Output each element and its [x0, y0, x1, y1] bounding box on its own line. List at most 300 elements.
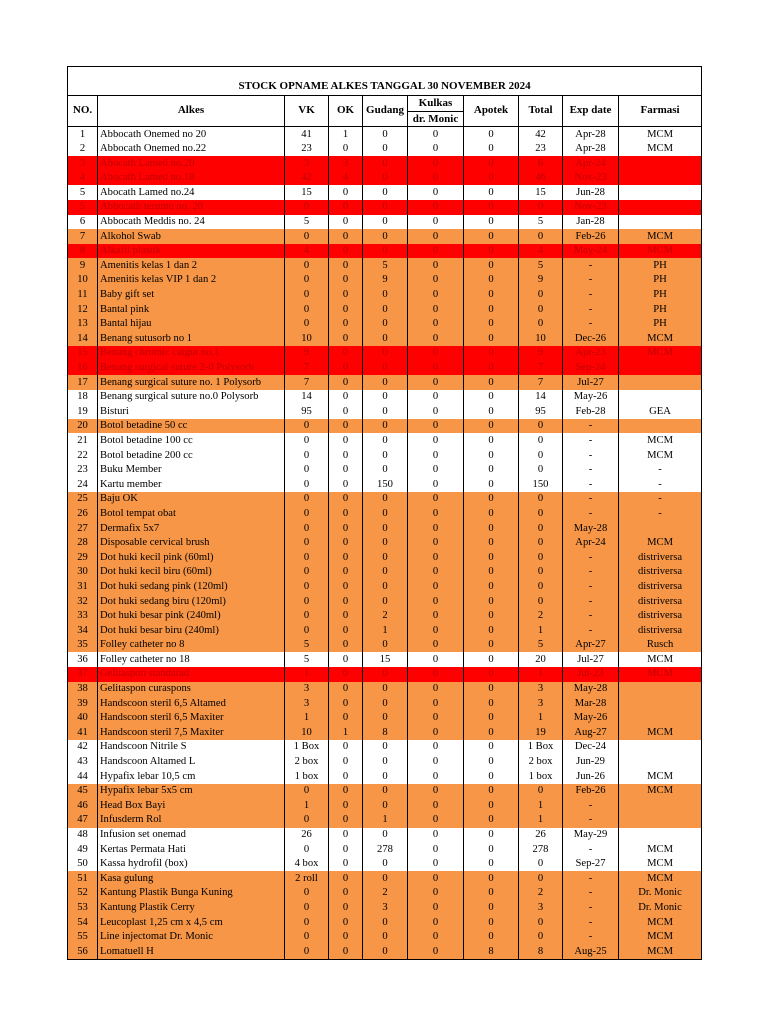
cell-kulkas: 0: [408, 331, 464, 346]
cell-exp-date: -: [563, 886, 619, 901]
cell-kulkas: 0: [408, 915, 464, 930]
cell-no: 44: [68, 769, 98, 784]
cell-alkes: Abbocath Onemed no 20: [98, 127, 285, 142]
cell-no: 32: [68, 594, 98, 609]
cell-exp-date: Apr-24: [563, 536, 619, 551]
cell-gudang: 0: [363, 594, 408, 609]
cell-total: 1: [519, 623, 563, 638]
cell-vk: 0: [285, 302, 329, 317]
cell-no: 42: [68, 740, 98, 755]
cell-farmasi: GEA: [619, 404, 702, 419]
cell-kulkas: 0: [408, 696, 464, 711]
cell-apotek: 0: [464, 536, 519, 551]
cell-kulkas: 0: [408, 565, 464, 580]
cell-apotek: 0: [464, 900, 519, 915]
cell-gudang: 0: [363, 171, 408, 186]
cell-alkes: Botol betadine 100 cc: [98, 433, 285, 448]
cell-apotek: 0: [464, 740, 519, 755]
cell-no: 15: [68, 346, 98, 361]
cell-total: 1: [519, 711, 563, 726]
cell-gudang: 2: [363, 886, 408, 901]
cell-apotek: 0: [464, 769, 519, 784]
cell-vk: 0: [285, 463, 329, 478]
cell-total: 19: [519, 725, 563, 740]
cell-total: 5: [519, 258, 563, 273]
cell-ok: 0: [329, 433, 363, 448]
cell-exp-date: Mar-28: [563, 696, 619, 711]
cell-gudang: 9: [363, 273, 408, 288]
cell-exp-date: Jul-27: [563, 375, 619, 390]
cell-alkes: Benang surgical suture no. 1 Polysorb: [98, 375, 285, 390]
cell-alkes: Amenitis kelas VIP 1 dan 2: [98, 273, 285, 288]
cell-farmasi: [619, 740, 702, 755]
cell-gudang: 0: [363, 404, 408, 419]
header-kulkas-sub: dr. Monic: [408, 112, 464, 127]
table-row: [68, 302, 702, 317]
cell-farmasi: MCM: [619, 448, 702, 463]
cell-apotek: 0: [464, 638, 519, 653]
cell-apotek: 0: [464, 886, 519, 901]
table-row: [68, 492, 702, 507]
cell-exp-date: Apr-28: [563, 127, 619, 142]
cell-no: 43: [68, 755, 98, 770]
cell-vk: 7: [285, 361, 329, 376]
cell-apotek: 0: [464, 156, 519, 171]
table-row: [68, 900, 702, 915]
cell-total: 0: [519, 317, 563, 332]
cell-exp-date: -: [563, 623, 619, 638]
cell-no: 5: [68, 200, 98, 215]
cell-exp-date: Apr-28: [563, 142, 619, 157]
cell-kulkas: 0: [408, 404, 464, 419]
cell-farmasi: MCM: [619, 229, 702, 244]
cell-exp-date: May-24: [563, 244, 619, 259]
cell-gudang: 0: [363, 185, 408, 200]
cell-apotek: 0: [464, 798, 519, 813]
header-farmasi: Farmasi: [619, 96, 702, 127]
cell-exp-date: Dec-24: [563, 740, 619, 755]
cell-farmasi: Dr. Monic: [619, 900, 702, 915]
cell-kulkas: 0: [408, 288, 464, 303]
cell-no: 50: [68, 857, 98, 872]
cell-alkes: Hypafix lebar 10,5 cm: [98, 769, 285, 784]
cell-total: 2: [519, 886, 563, 901]
cell-no: 53: [68, 900, 98, 915]
cell-apotek: 0: [464, 229, 519, 244]
cell-no: 1: [68, 127, 98, 142]
cell-total: 0: [519, 857, 563, 872]
cell-alkes: Gelitaspon curaspons: [98, 682, 285, 697]
cell-no: 55: [68, 930, 98, 945]
cell-farmasi: MCM: [619, 127, 702, 142]
cell-no: 29: [68, 550, 98, 565]
cell-farmasi: [619, 390, 702, 405]
cell-total: 9: [519, 273, 563, 288]
cell-gudang: 0: [363, 317, 408, 332]
cell-exp-date: -: [563, 798, 619, 813]
cell-farmasi: MCM: [619, 433, 702, 448]
cell-kulkas: 0: [408, 944, 464, 959]
cell-alkes: Abbocath terumo no. 20: [98, 200, 285, 215]
cell-total: 1: [519, 798, 563, 813]
table-row: [68, 798, 702, 813]
cell-apotek: 0: [464, 404, 519, 419]
cell-alkes: Bantal hijau: [98, 317, 285, 332]
cell-apotek: 0: [464, 667, 519, 682]
cell-gudang: 0: [363, 492, 408, 507]
cell-alkes: Kertas Permata Hati: [98, 842, 285, 857]
cell-vk: 0: [285, 594, 329, 609]
cell-vk: 5: [285, 638, 329, 653]
cell-no: 4: [68, 171, 98, 186]
cell-gudang: 0: [363, 302, 408, 317]
cell-total: 14: [519, 390, 563, 405]
cell-apotek: 0: [464, 302, 519, 317]
cell-no: 26: [68, 506, 98, 521]
cell-alkes: Botol betadine 50 cc: [98, 419, 285, 434]
cell-exp-date: -: [563, 915, 619, 930]
cell-gudang: 0: [363, 244, 408, 259]
cell-apotek: 0: [464, 258, 519, 273]
cell-kulkas: 0: [408, 667, 464, 682]
cell-exp-date: -: [563, 871, 619, 886]
cell-total: 0: [519, 302, 563, 317]
cell-exp-date: Sep-24: [563, 361, 619, 376]
cell-exp-date: -: [563, 448, 619, 463]
cell-farmasi: -: [619, 463, 702, 478]
cell-ok: 0: [329, 579, 363, 594]
cell-apotek: 0: [464, 506, 519, 521]
cell-kulkas: 0: [408, 317, 464, 332]
cell-vk: 0: [285, 273, 329, 288]
cell-no: 11: [68, 288, 98, 303]
cell-alkes: Dot huki sedang pink (120ml): [98, 579, 285, 594]
cell-total: 2: [519, 609, 563, 624]
cell-kulkas: 0: [408, 711, 464, 726]
cell-alkes: Benang chromic catgut no.1: [98, 346, 285, 361]
cell-kulkas: 0: [408, 725, 464, 740]
cell-no: 21: [68, 433, 98, 448]
cell-farmasi: [619, 755, 702, 770]
cell-total: 9: [519, 346, 563, 361]
cell-kulkas: 0: [408, 127, 464, 142]
cell-alkes: Line injectomat Dr. Monic: [98, 930, 285, 945]
cell-apotek: 0: [464, 200, 519, 215]
cell-gudang: 8: [363, 725, 408, 740]
cell-kulkas: 0: [408, 813, 464, 828]
cell-apotek: 0: [464, 550, 519, 565]
cell-no: 2: [68, 142, 98, 157]
cell-exp-date: -: [563, 550, 619, 565]
table-row: [68, 755, 702, 770]
cell-gudang: 0: [363, 857, 408, 872]
cell-ok: 0: [329, 331, 363, 346]
cell-no: 22: [68, 448, 98, 463]
cell-alkes: Alkafil plastik: [98, 244, 285, 259]
cell-gudang: 0: [363, 550, 408, 565]
table-row: [68, 579, 702, 594]
cell-vk: 0: [285, 623, 329, 638]
cell-gudang: 0: [363, 536, 408, 551]
cell-no: 14: [68, 331, 98, 346]
cell-exp-date: -: [563, 492, 619, 507]
cell-apotek: 0: [464, 317, 519, 332]
cell-gudang: 0: [363, 579, 408, 594]
cell-alkes: Dot huki sedang biru (120ml): [98, 594, 285, 609]
cell-alkes: Benang surgical suture 2-0 Polysorb: [98, 361, 285, 376]
cell-ok: 0: [329, 258, 363, 273]
cell-no: 49: [68, 842, 98, 857]
cell-farmasi: MCM: [619, 244, 702, 259]
cell-gudang: 0: [363, 390, 408, 405]
cell-total: 0: [519, 448, 563, 463]
table-row: [68, 433, 702, 448]
cell-ok: 0: [329, 565, 363, 580]
table-row: [68, 652, 702, 667]
cell-ok: 0: [329, 419, 363, 434]
cell-farmasi: [619, 185, 702, 200]
cell-apotek: 0: [464, 711, 519, 726]
cell-alkes: Abbocath Onemed no.22: [98, 142, 285, 157]
cell-gudang: 0: [363, 127, 408, 142]
cell-total: 0: [519, 200, 563, 215]
cell-total: 8: [519, 944, 563, 959]
cell-farmasi: MCM: [619, 652, 702, 667]
cell-apotek: 0: [464, 331, 519, 346]
cell-exp-date: -: [563, 433, 619, 448]
table-row: [68, 506, 702, 521]
cell-vk: 0: [285, 448, 329, 463]
cell-apotek: 0: [464, 375, 519, 390]
cell-apotek: 0: [464, 448, 519, 463]
cell-no: 45: [68, 784, 98, 799]
cell-farmasi: PH: [619, 288, 702, 303]
cell-no: 35: [68, 638, 98, 653]
cell-no: 25: [68, 492, 98, 507]
cell-vk: 0: [285, 609, 329, 624]
table-row: [68, 404, 702, 419]
cell-apotek: 0: [464, 477, 519, 492]
cell-no: 40: [68, 711, 98, 726]
cell-farmasi: [619, 798, 702, 813]
cell-apotek: 0: [464, 609, 519, 624]
cell-apotek: 0: [464, 871, 519, 886]
cell-kulkas: 0: [408, 623, 464, 638]
cell-total: 95: [519, 404, 563, 419]
cell-ok: 0: [329, 915, 363, 930]
cell-ok: 0: [329, 477, 363, 492]
cell-ok: 0: [329, 288, 363, 303]
cell-vk: 0: [285, 536, 329, 551]
table-row: [68, 448, 702, 463]
cell-alkes: Lomatuell H: [98, 944, 285, 959]
cell-total: 26: [519, 828, 563, 843]
cell-no: 41: [68, 725, 98, 740]
cell-exp-date: -: [563, 594, 619, 609]
cell-exp-date: Apr-23: [563, 346, 619, 361]
cell-vk: 4: [285, 244, 329, 259]
cell-farmasi: PH: [619, 273, 702, 288]
cell-ok: 0: [329, 492, 363, 507]
cell-apotek: 0: [464, 273, 519, 288]
cell-ok: 0: [329, 361, 363, 376]
cell-alkes: Benang surgical suture no.0 Polysorb: [98, 390, 285, 405]
cell-no: 6: [68, 215, 98, 230]
cell-gudang: 0: [363, 871, 408, 886]
header-exp-date: Exp date: [563, 96, 619, 127]
cell-total: 0: [519, 565, 563, 580]
cell-ok: 0: [329, 769, 363, 784]
cell-alkes: Folley catheter no 8: [98, 638, 285, 653]
cell-apotek: 0: [464, 361, 519, 376]
cell-no: 8: [68, 244, 98, 259]
table-row: [68, 769, 702, 784]
cell-kulkas: 0: [408, 156, 464, 171]
cell-exp-date: Jun-29: [563, 755, 619, 770]
cell-vk: 4 box: [285, 857, 329, 872]
cell-ok: 0: [329, 375, 363, 390]
cell-alkes: Handscoon Nitrile S: [98, 740, 285, 755]
cell-total: 0: [519, 288, 563, 303]
cell-no: 10: [68, 273, 98, 288]
cell-farmasi: MCM: [619, 784, 702, 799]
cell-total: 2 box: [519, 755, 563, 770]
cell-exp-date: -: [563, 273, 619, 288]
cell-gudang: 278: [363, 842, 408, 857]
cell-farmasi: PH: [619, 302, 702, 317]
cell-total: 15: [519, 185, 563, 200]
cell-ok: 3: [329, 156, 363, 171]
cell-exp-date: Jan-28: [563, 215, 619, 230]
cell-no: 28: [68, 536, 98, 551]
table-row: [68, 127, 702, 142]
cell-exp-date: -: [563, 813, 619, 828]
cell-alkes: Alkohol Swab: [98, 229, 285, 244]
cell-kulkas: 0: [408, 258, 464, 273]
cell-kulkas: 0: [408, 652, 464, 667]
cell-vk: 2 box: [285, 755, 329, 770]
cell-kulkas: 0: [408, 682, 464, 697]
cell-exp-date: -: [563, 609, 619, 624]
cell-farmasi: MCM: [619, 769, 702, 784]
cell-exp-date: -: [563, 900, 619, 915]
cell-alkes: Dot huki besar biru (240ml): [98, 623, 285, 638]
cell-ok: 0: [329, 346, 363, 361]
cell-kulkas: 0: [408, 857, 464, 872]
cell-total: 7: [519, 375, 563, 390]
cell-farmasi: [619, 200, 702, 215]
cell-kulkas: 0: [408, 579, 464, 594]
cell-apotek: 0: [464, 579, 519, 594]
cell-alkes: Baju OK: [98, 492, 285, 507]
cell-farmasi: [619, 711, 702, 726]
cell-no: 18: [68, 390, 98, 405]
cell-farmasi: distriversa: [619, 550, 702, 565]
cell-kulkas: 0: [408, 886, 464, 901]
cell-apotek: 0: [464, 521, 519, 536]
cell-gudang: 1: [363, 813, 408, 828]
cell-exp-date: Jun-28: [563, 185, 619, 200]
cell-farmasi: PH: [619, 258, 702, 273]
cell-total: 5: [519, 638, 563, 653]
cell-exp-date: Aug-27: [563, 725, 619, 740]
cell-kulkas: 0: [408, 536, 464, 551]
stock-opname-sheet: [67, 66, 701, 960]
cell-no: 54: [68, 915, 98, 930]
cell-farmasi: MCM: [619, 331, 702, 346]
cell-total: 0: [519, 784, 563, 799]
table-row: [68, 740, 702, 755]
cell-apotek: 0: [464, 725, 519, 740]
table-row: [68, 594, 702, 609]
cell-exp-date: Sep-27: [563, 857, 619, 872]
cell-no: 31: [68, 579, 98, 594]
cell-total: 0: [519, 463, 563, 478]
cell-farmasi: MCM: [619, 346, 702, 361]
cell-exp-date: Apr-24: [563, 156, 619, 171]
cell-farmasi: [619, 682, 702, 697]
cell-kulkas: 0: [408, 798, 464, 813]
cell-vk: 26: [285, 828, 329, 843]
cell-ok: 1: [329, 127, 363, 142]
cell-ok: 0: [329, 652, 363, 667]
cell-gudang: 15: [363, 652, 408, 667]
cell-exp-date: -: [563, 842, 619, 857]
cell-kulkas: 0: [408, 594, 464, 609]
cell-gudang: 0: [363, 506, 408, 521]
cell-no: 19: [68, 404, 98, 419]
cell-farmasi: MCM: [619, 536, 702, 551]
cell-kulkas: 0: [408, 375, 464, 390]
cell-gudang: 0: [363, 638, 408, 653]
cell-farmasi: [619, 156, 702, 171]
cell-gudang: 0: [363, 448, 408, 463]
cell-gudang: 3: [363, 900, 408, 915]
cell-alkes: Gelitaspon standarad: [98, 667, 285, 682]
cell-apotek: 8: [464, 944, 519, 959]
cell-no: 46: [68, 798, 98, 813]
table-row: [68, 828, 702, 843]
cell-kulkas: 0: [408, 361, 464, 376]
cell-apotek: 0: [464, 594, 519, 609]
cell-vk: 1 box: [285, 769, 329, 784]
cell-gudang: 0: [363, 755, 408, 770]
cell-gudang: 0: [363, 740, 408, 755]
cell-ok: 0: [329, 623, 363, 638]
cell-ok: 0: [329, 682, 363, 697]
header-vk: VK: [285, 96, 329, 127]
cell-apotek: 0: [464, 171, 519, 186]
cell-total: 0: [519, 536, 563, 551]
header-alkes: Alkes: [98, 96, 285, 127]
cell-vk: 0: [285, 784, 329, 799]
cell-farmasi: [619, 696, 702, 711]
header-gudang: Gudang: [363, 96, 408, 127]
cell-farmasi: [619, 171, 702, 186]
cell-kulkas: 0: [408, 506, 464, 521]
cell-farmasi: distriversa: [619, 579, 702, 594]
cell-total: 1: [519, 667, 563, 682]
cell-ok: 0: [329, 536, 363, 551]
table-row: [68, 667, 702, 682]
cell-vk: 0: [285, 200, 329, 215]
cell-vk: 0: [285, 506, 329, 521]
table-row: [68, 521, 702, 536]
cell-no: 51: [68, 871, 98, 886]
cell-ok: 0: [329, 317, 363, 332]
cell-exp-date: Nov-23: [563, 200, 619, 215]
cell-ok: 0: [329, 638, 363, 653]
